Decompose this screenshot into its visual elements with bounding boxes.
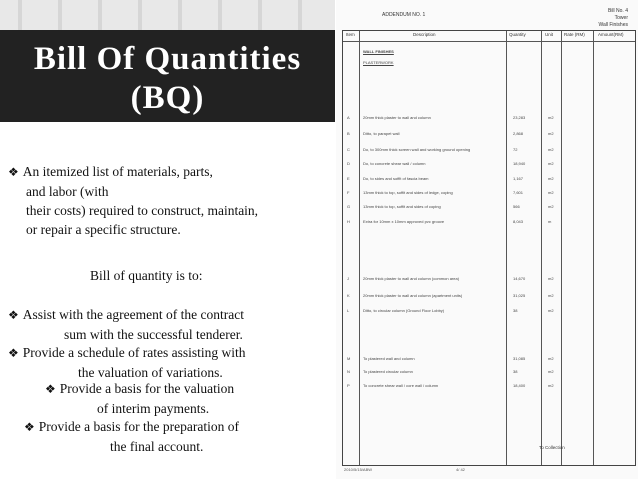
row-qty: 72 — [513, 147, 518, 152]
definition-line-4: or repair a specific structure. — [26, 222, 181, 237]
row-qty: 18,400 — [513, 383, 526, 388]
row-item: P — [347, 383, 350, 388]
row-unit: m2 — [548, 356, 554, 361]
col-header-quantity: Quantity — [509, 32, 526, 37]
diamond-bullet-icon: ❖ — [8, 308, 19, 322]
bill-tower: Tower — [614, 15, 628, 21]
title-line-1: Bill Of Quantities — [33, 41, 302, 77]
row-desc: 20mm thick plaster to wall and column — [363, 115, 431, 120]
decorative-pattern — [0, 0, 335, 30]
bullet-3 — [45, 379, 234, 418]
bullet-2-line-2: the valuation of variations. — [78, 365, 223, 380]
col-header-unit: Unit — [545, 32, 554, 37]
row-desc: To plastered wall and column — [363, 356, 415, 361]
row-desc: To plastered circular column — [363, 369, 413, 374]
bullet-2-line-1: Provide a schedule of rates assisting with — [22, 345, 246, 360]
bill-of-quantities-document — [336, 0, 638, 479]
row-unit: m2 — [548, 176, 554, 181]
row-qty: 38 — [513, 369, 518, 374]
col-header-rate: Rate (RM) — [564, 32, 585, 37]
row-qty: 2,868 — [513, 131, 524, 136]
row-qty: 1,167 — [513, 176, 524, 181]
row-unit: m2 — [548, 147, 554, 152]
row-desc: 20mm thick plaster to wall and column (apartment units) — [363, 293, 463, 298]
row-item: H — [347, 219, 350, 224]
row-item: K — [347, 293, 350, 298]
row-qty: 31,025 — [513, 293, 526, 298]
document-footer-left: 2010/5/15/ABW — [344, 467, 373, 472]
row-unit: m2 — [548, 115, 554, 120]
diamond-bullet-icon: ❖ — [24, 420, 35, 434]
row-unit: m — [548, 219, 552, 224]
bullet-3-line-1: Provide a basis for the valuation — [59, 381, 235, 396]
definition-block — [8, 162, 258, 239]
row-desc: 20mm thick plaster to wall and column (common area) — [363, 276, 460, 281]
row-item: J — [347, 276, 349, 281]
subsection-title: PLASTERWORK — [363, 60, 394, 65]
title-line-2: (BQ) — [130, 80, 205, 116]
row-unit: m2 — [548, 190, 554, 195]
row-desc: Ditto, to circular column (Ground Floor Lobby) — [363, 308, 445, 313]
bullet-1 — [8, 305, 244, 344]
row-item: E — [347, 176, 350, 181]
row-unit: m2 — [548, 383, 554, 388]
row-item: B — [347, 131, 350, 136]
row-item: A — [347, 115, 350, 120]
column-divider — [541, 31, 542, 465]
bullet-4-line-1: Provide a basis for the preparation of — [38, 419, 239, 434]
bullet-2 — [8, 343, 245, 382]
document-footer-right: 4/ 42 — [456, 467, 465, 472]
row-unit: m2 — [548, 293, 554, 298]
row-unit: m2 — [548, 204, 554, 209]
row-item: C — [347, 147, 350, 152]
bill-reference — [598, 8, 628, 29]
row-qty: 31,085 — [513, 356, 526, 361]
row-qty: 566 — [513, 204, 520, 209]
row-item: L — [347, 308, 350, 313]
row-qty: 38 — [513, 308, 518, 313]
row-desc: Extra for 10mm x 10mm approved pvc groove — [363, 219, 445, 224]
subheading: Bill of quantity is to: — [90, 268, 203, 283]
bullet-4-line-2: the final account. — [110, 439, 204, 454]
row-unit: m2 — [548, 161, 554, 166]
row-desc: Ditto, to parapet wall — [363, 131, 400, 136]
row-qty: 23,283 — [513, 115, 526, 120]
bullet-3-line-2: of interim payments. — [97, 401, 210, 416]
row-item: F — [347, 190, 350, 195]
diamond-bullet-icon: ❖ — [45, 382, 56, 396]
bill-number: Bill No. 4 — [607, 8, 628, 14]
row-desc: Do, to sides and soffit of fascia beam — [363, 176, 429, 181]
bill-section: Wall Finishes — [598, 22, 628, 28]
col-header-description: Description — [413, 32, 436, 37]
quantities-table — [342, 30, 636, 466]
header-divider — [343, 41, 635, 42]
bullet-1-line-1: Assist with the agreement of the contract — [22, 307, 244, 322]
row-desc: To concrete shear wall / core wall / column — [363, 383, 439, 388]
document-header — [342, 8, 634, 32]
col-header-amount: Amount(RM) — [598, 32, 624, 37]
definition-line-2: and labor (with — [26, 184, 109, 199]
diamond-bullet-icon: ❖ — [8, 165, 19, 179]
col-header-item: Item — [346, 32, 355, 37]
addendum-label: ADDENDUM NO. 1 — [382, 12, 426, 18]
column-divider — [593, 31, 594, 465]
row-unit: m2 — [548, 369, 554, 374]
row-item: G — [347, 204, 351, 209]
definition-line-1: An itemized list of materials, parts, — [22, 164, 213, 179]
row-item: D — [347, 161, 350, 166]
row-unit: m2 — [548, 131, 554, 136]
row-desc: 13mm thick to top, soffit and sides of coping — [363, 204, 441, 209]
row-desc: Do, to concrete shear wall / column — [363, 161, 426, 166]
to-collection: To Collection — [539, 445, 565, 450]
column-divider — [359, 31, 360, 465]
bullet-1-line-2: sum with the successful tenderer. — [64, 327, 243, 342]
title-banner — [0, 30, 335, 122]
row-item: N — [347, 369, 350, 374]
row-item: M — [347, 356, 351, 361]
row-qty: 14,670 — [513, 276, 526, 281]
row-qty: 7,601 — [513, 190, 524, 195]
row-desc: Do, to 300mm thick screen wall and working ground opening — [363, 147, 471, 152]
diamond-bullet-icon: ❖ — [8, 346, 19, 360]
row-qty: 8,043 — [513, 219, 524, 224]
row-unit: m2 — [548, 276, 554, 281]
row-qty: 18,940 — [513, 161, 526, 166]
definition-line-3: their costs) required to construct, maintain, — [26, 203, 259, 218]
column-divider — [506, 31, 507, 465]
section-title: WALL FINISHES — [363, 49, 394, 54]
bullet-4 — [24, 417, 239, 456]
column-divider — [561, 31, 562, 465]
row-desc: 13mm thick to top, soffit and sides of ledge, coping — [363, 190, 453, 195]
row-unit: m2 — [548, 308, 554, 313]
